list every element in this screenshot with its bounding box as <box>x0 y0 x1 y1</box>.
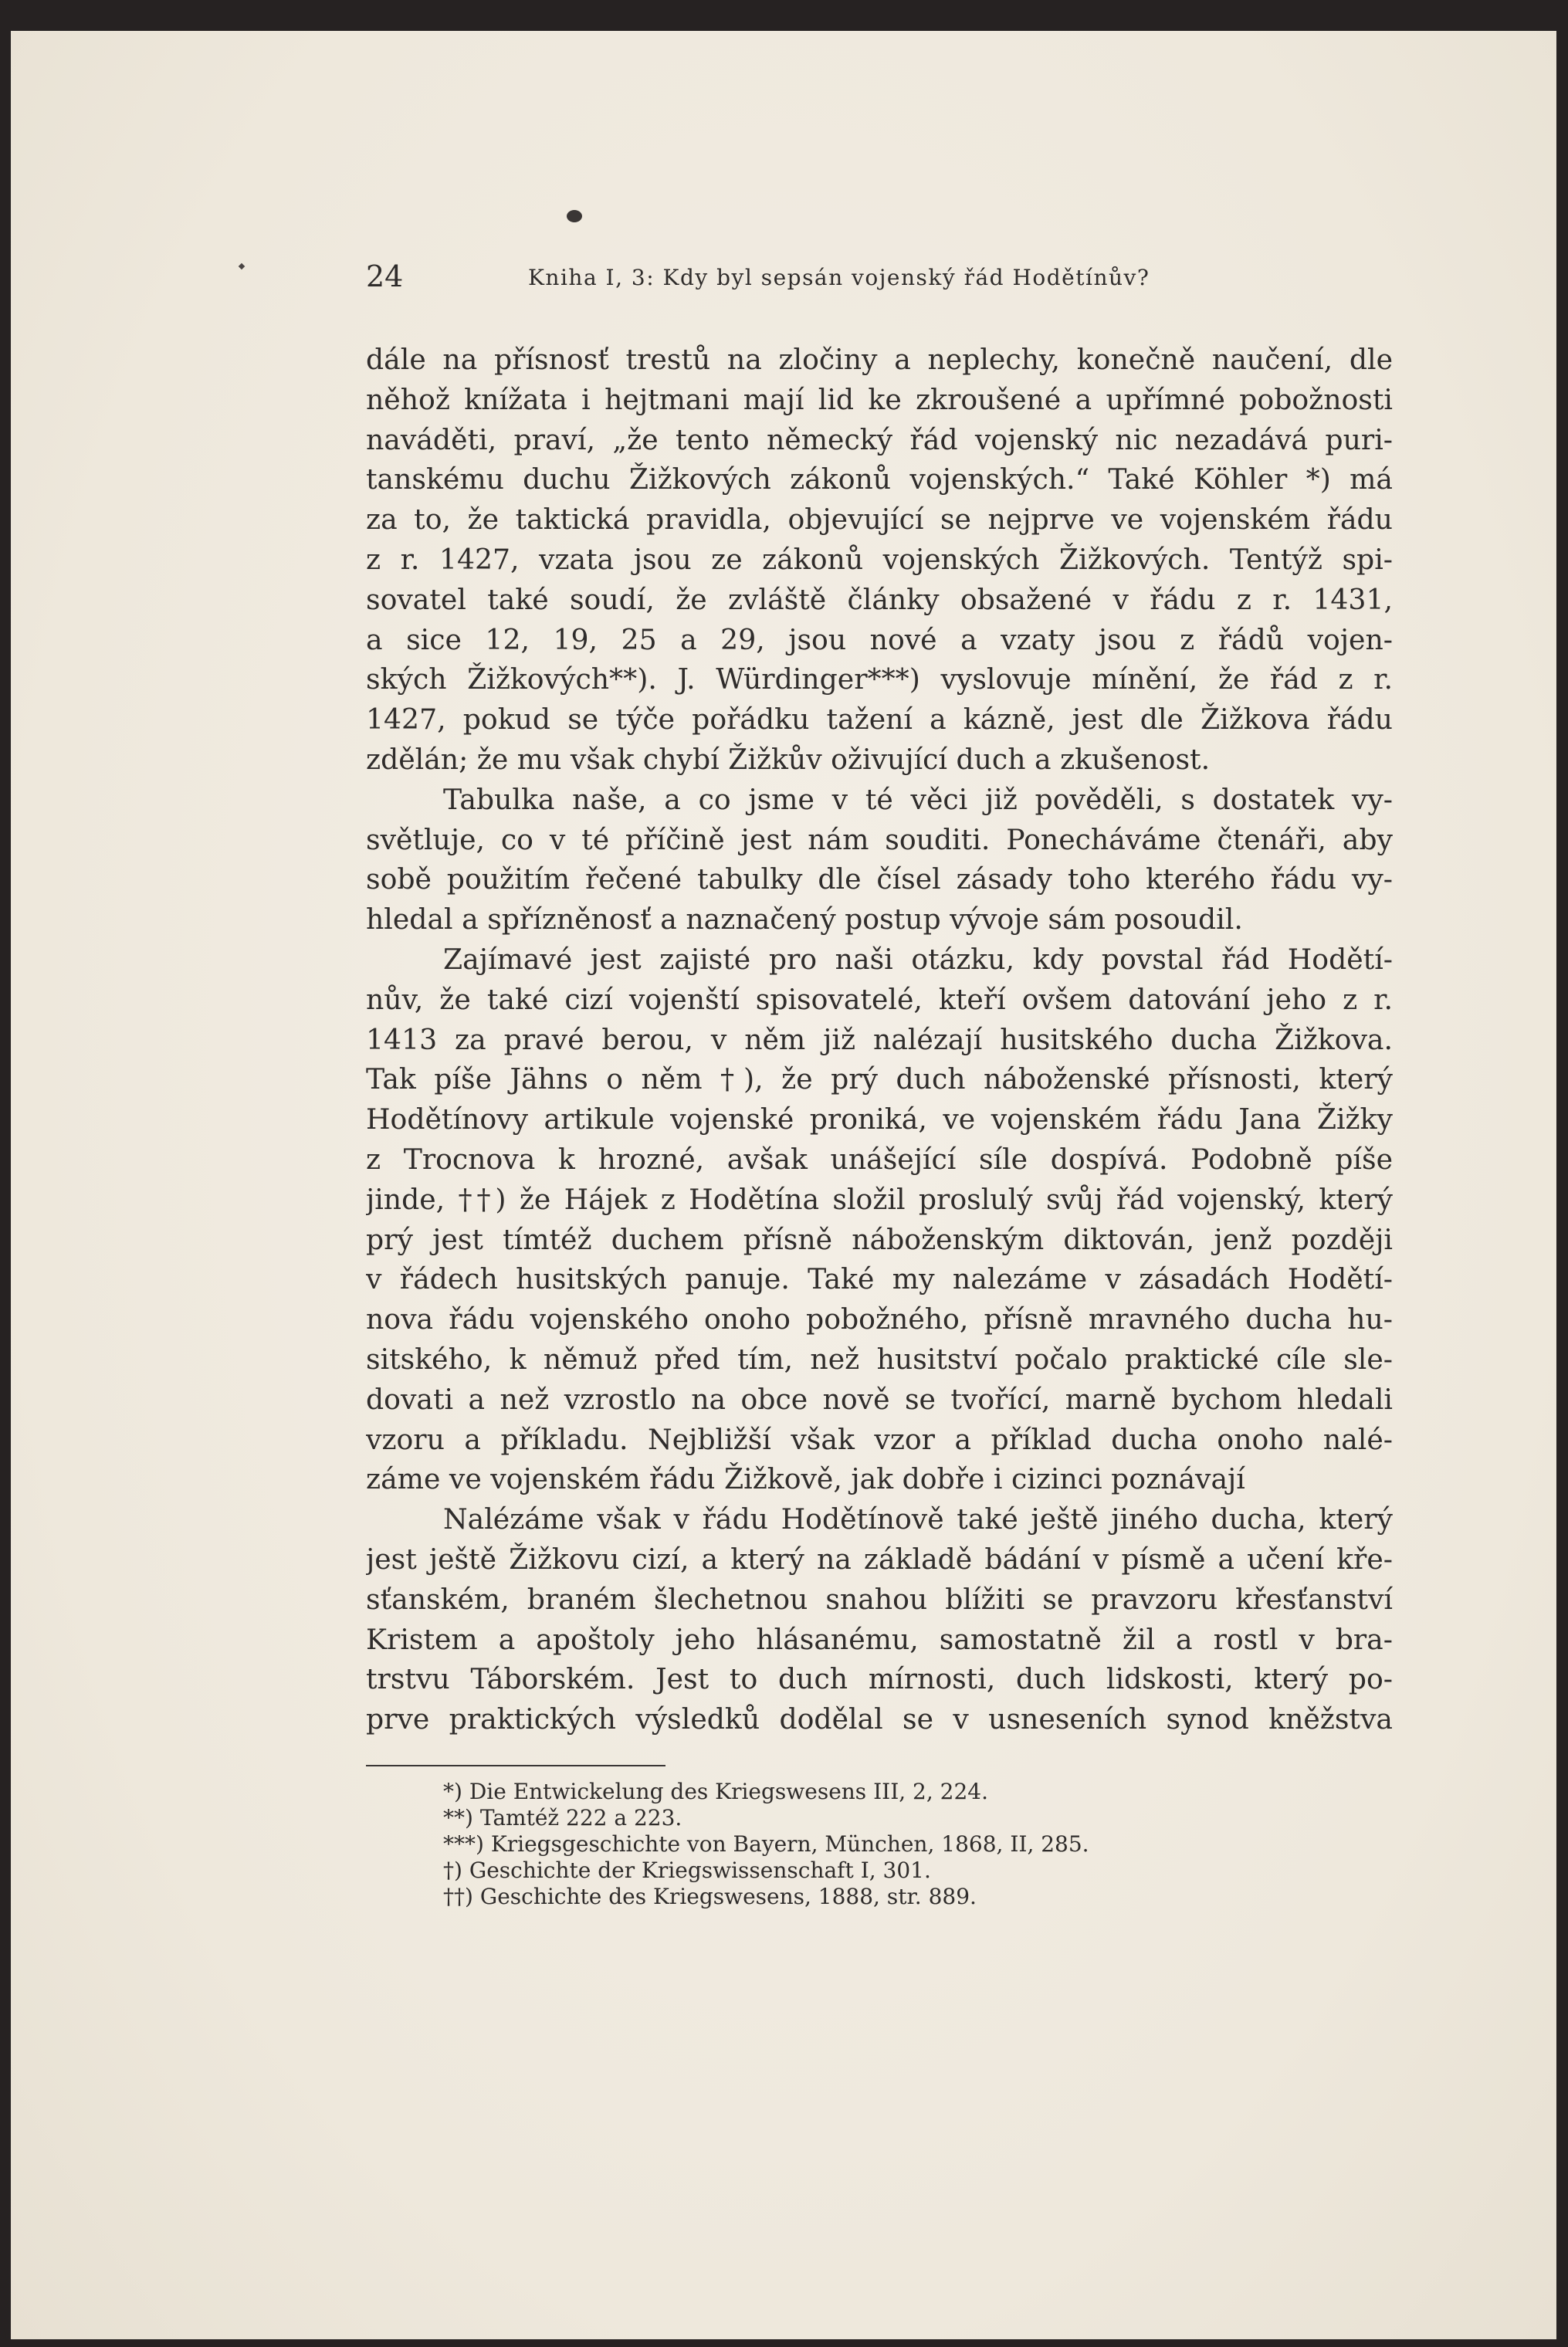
footnote: ***) Kriegsgeschichte von Bayern, München, 1868, II, 285. <box>443 1831 1089 1857</box>
page-header <box>366 261 1231 292</box>
text-line: prý jest tímtéž duchem přísně náboženským diktován, jenž později <box>366 1222 1393 1256</box>
text-line: sobě použitím řečené tabulky dle čísel zásady toho kterého řádu vy- <box>366 862 1393 896</box>
text-line: Hodětínovy artikule vojenské proniká, ve vojenském řádu Jana Žižky <box>366 1102 1393 1136</box>
text-line: nova řádu vojenského onoho pobožného, přísně mravného ducha hu- <box>366 1302 1393 1336</box>
text-line: a sice 12, 19, 25 a 29, jsou nové a vzaty jsou z řádů vojen- <box>366 622 1393 656</box>
text-line: 1413 za pravé berou, v něm již nalézají husitského ducha Žižkova. <box>366 1022 1393 1056</box>
running-head: Kniha I, 3: Kdy byl sepsán vojenský řád Hodětínův? <box>528 265 1150 290</box>
footnote: **) Tamtéž 222 a 223. <box>443 1805 682 1831</box>
text-line: zdělán; že mu však chybí Žižkův oživující duch a zkušenost. <box>366 742 1211 776</box>
text-line: ských Žižkových**). J. Würdinger***) vyslovuje mínění, že řád z r. <box>366 662 1393 696</box>
text-line: z r. 1427, vzata jsou ze zákonů vojenských Žižkových. Tentýž spi- <box>366 542 1393 576</box>
text-line: Tak píše Jähns o něm †), že prý duch náboženské přísnosti, který <box>366 1062 1393 1096</box>
text-line: 1427, pokud se týče pořádku tažení a kázně, jest dle Žižkova řádu <box>366 703 1393 737</box>
text-line: jest ještě Žižkovu cizí, a který na základě bádání v písmě a učení kře- <box>366 1542 1393 1576</box>
footnote: ††) Geschichte des Kriegswesens, 1888, str. 889. <box>443 1884 977 1909</box>
text-line: Tabulka naše, a co jsme v té věci již pověděli, s dostatek vy- <box>443 782 1393 816</box>
text-line: hledal a spřízněnosť a naznačený postup vývoje sám posoudil. <box>366 903 1243 936</box>
text-line: dále na přísnosť trestů na zločiny a neplechy, konečně naučení, dle <box>366 343 1393 376</box>
text-line: Zajímavé jest zajisté pro naši otázku, kdy povstal řád Hodětí- <box>443 942 1393 976</box>
body-text <box>366 340 1393 1739</box>
text-line: něhož knížata i hejtmani mají lid ke zkroušené a upřímné pobožnosti <box>366 382 1393 416</box>
text-line: prve praktických výsledků dodělal se v usneseních synod kněžstva <box>366 1702 1393 1736</box>
text-line: naváděti, praví, „že tento německý řád vojenský nic nezadává puri- <box>366 422 1393 456</box>
text-line: sťanském, braném šlechetnou snahou blížiti se pravzoru křesťanství <box>366 1582 1393 1616</box>
text-line: sitského, k němuž před tím, než husitství počalo praktické cíle sle- <box>366 1342 1393 1376</box>
ink-blot-mark <box>567 210 582 222</box>
text-line: jinde, ††) že Hájek z Hodětína složil proslulý svůj řád vojenský, který <box>366 1182 1393 1216</box>
text-line: sovatel také soudí, že zvláště články obsažené v řádu z r. 1431, <box>366 582 1393 616</box>
page-number: 24 <box>366 259 404 293</box>
text-line: v řádech husitských panuje. Také my nalezáme v zásadách Hodětí- <box>366 1262 1393 1296</box>
text-line: záme ve vojenském řádu Žižkově, jak dobře i cizinci poznávají <box>366 1462 1245 1496</box>
text-line: dovati a než vzrostlo na obce nově se tvořící, marně bychom hledali <box>366 1382 1393 1416</box>
text-line: tanskému duchu Žižkových zákonů vojenských.“ Také Köhler *) má <box>366 462 1393 496</box>
text-line: Kristem a apoštoly jeho hlásanému, samostatně žil a rostl v bra- <box>366 1622 1393 1656</box>
text-line: z Trocnova k hrozné, avšak unášející síle dospívá. Podobně píše <box>366 1142 1393 1176</box>
footnote: †) Geschichte der Kriegswissenschaft I, 301. <box>443 1858 931 1883</box>
text-line: trstvu Táborském. Jest to duch mírnosti, duch lidskosti, který po- <box>366 1662 1393 1696</box>
book-page <box>11 31 1556 2339</box>
text-line: vzoru a příkladu. Nejbližší však vzor a příklad ducha onoho nalé- <box>366 1422 1393 1456</box>
text-line: světluje, co v té příčině jest nám souditi. Ponecháváme čtenáři, aby <box>366 822 1393 856</box>
text-line: Nalézáme však v řádu Hodětínově také ještě jiného ducha, který <box>443 1502 1393 1536</box>
margin-tick-mark <box>239 263 245 269</box>
footnote: *) Die Entwickelung des Kriegswesens III, 2, 224. <box>443 1779 989 1804</box>
text-line: nův, že také cizí vojenští spisovatelé, kteří ovšem datování jeho z r. <box>366 982 1393 1016</box>
footnote-rule <box>366 1765 665 1766</box>
text-line: za to, že taktická pravidla, objevující se nejprve ve vojenském řádu <box>366 503 1393 537</box>
footnotes <box>443 1779 1370 1910</box>
